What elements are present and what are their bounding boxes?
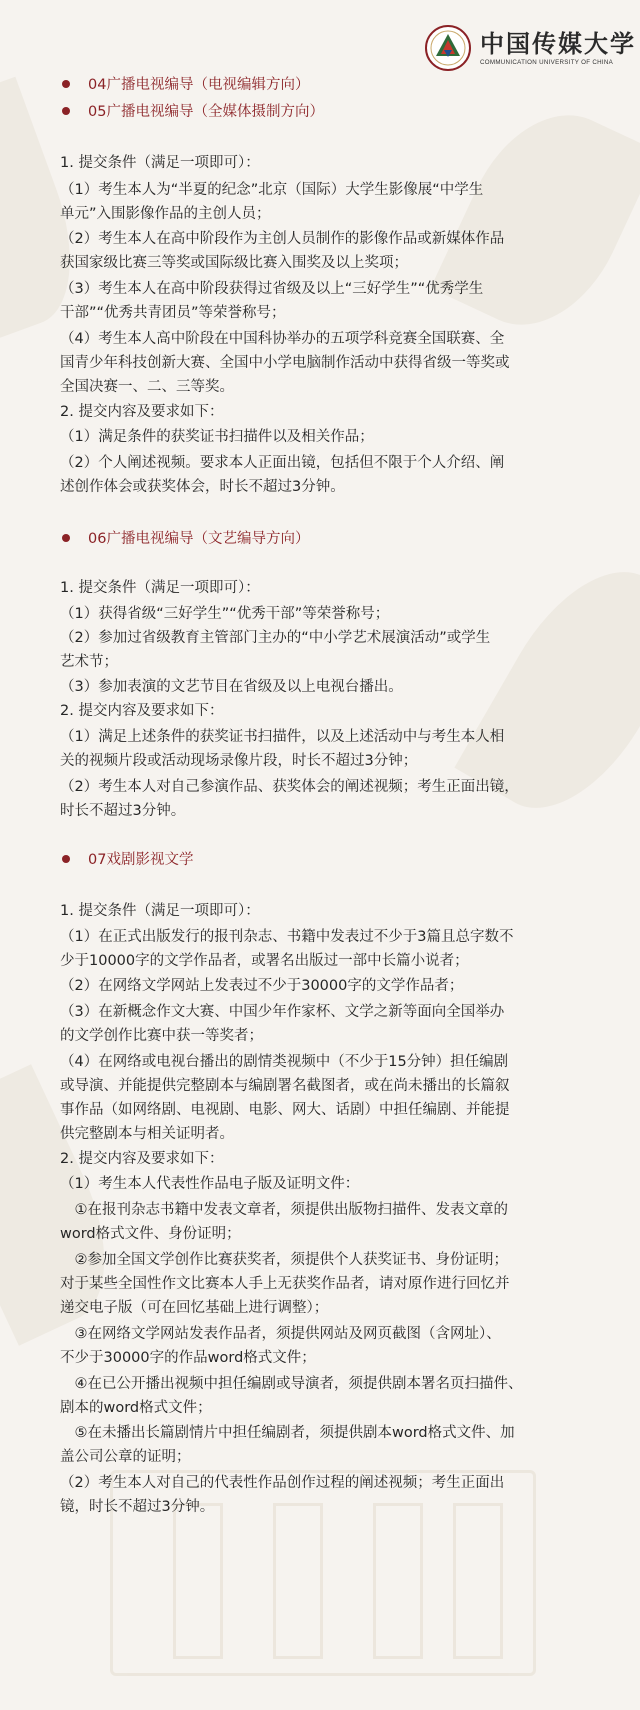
university-name-en: COMMUNICATION UNIVERSITY OF CHINA [480, 59, 614, 66]
text-line: （2）考生本人在高中阶段作为主创人员制作的影像作品或新媒体作品 [60, 231, 505, 247]
text-line: 的文学创作比赛中获一等奖者； [60, 1028, 263, 1044]
text-line: 获国家级比赛三等奖或国际级比赛入围奖及以上奖项； [60, 255, 408, 271]
bullet-dot [62, 107, 70, 115]
section-title: 04广播电视编导（电视编辑方向） [88, 77, 310, 93]
text-line: （1）获得省级“三好学生”“优秀干部”等荣誉称号； [60, 606, 390, 622]
text-line: ⑤在未播出长篇剧情片中担任编剧者，须提供剧本word格式文件、加 [60, 1425, 515, 1441]
text-line: 1. 提交条件（满足一项即可）： [60, 155, 260, 171]
text-line: ①在报刊杂志书籍中发表文章者，须提供出版物扫描件、发表文章的 [60, 1202, 508, 1218]
text-line: ③在网络文学网站发表作品者，须提供网站及网页截图（含网址）、 [60, 1326, 501, 1342]
bullet-dot [62, 80, 70, 88]
text-line: （2）考生本人对自己参演作品、获奖体会的阐述视频；考生正面出镜， [60, 779, 519, 795]
text-line: （2）个人阐述视频。要求本人正面出镜，包括但不限于个人介绍、阐 [60, 455, 505, 471]
text-line: （1）满足上述条件的获奖证书扫描件，以及上述活动中与考生本人相 [60, 729, 505, 745]
text-line: 供完整剧本与相关证明者。 [60, 1126, 234, 1142]
section-title: 05广播电视编导（全媒体摄制方向） [88, 104, 324, 120]
text-line: （1）考生本人代表性作品电子版及证明文件： [60, 1176, 360, 1192]
section-heading-04 [62, 73, 309, 94]
text-line: 艺术节； [60, 654, 118, 670]
text-line: ④在已公开播出视频中担任编剧或导演者，须提供剧本署名页扫描件、 [60, 1376, 523, 1392]
bullet-dot [62, 855, 70, 863]
text-line: 时长不超过3分钟。 [60, 803, 186, 819]
university-logo [424, 24, 636, 72]
text-line: （4）在网络或电视台播出的剧情类视频中（不少于15分钟）担任编剧 [60, 1054, 509, 1070]
text-line: 单元”入围影像作品的主创人员； [60, 206, 271, 222]
text-line: word格式文件、身份证明； [60, 1226, 241, 1242]
text-line: 不少于30000字的作品word格式文件； [60, 1350, 316, 1366]
text-line: 2. 提交内容及要求如下： [60, 404, 224, 420]
text-line: 干部”“优秀共青团员”等荣誉称号； [60, 305, 286, 321]
text-line: 事作品（如网络剧、电视剧、电影、网大、话剧）中担任编剧、并能提 [60, 1102, 510, 1118]
text-line: （1）在正式出版发行的报刊杂志、书籍中发表过不少于3篇且总字数不 [60, 929, 514, 945]
text-line: （2）考生本人对自己的代表性作品创作过程的阐述视频；考生正面出 [60, 1475, 505, 1491]
university-name-cn: 中国传媒大学 [480, 29, 636, 58]
university-emblem-icon [424, 24, 472, 72]
section-title: 07戏剧影视文学 [88, 852, 194, 868]
text-line: 镜，时长不超过3分钟。 [60, 1499, 215, 1515]
text-line: （3）考生本人在高中阶段获得过省级及以上“三好学生”“优秀学生 [60, 281, 484, 297]
text-line: 关的视频片段或活动现场录像片段，时长不超过3分钟； [60, 753, 418, 769]
text-line: 盖公司公章的证明； [60, 1449, 191, 1465]
section-heading-07 [62, 848, 193, 869]
text-line: （1）满足条件的获奖证书扫描件以及相关作品； [60, 429, 374, 445]
text-line: 1. 提交条件（满足一项即可）： [60, 903, 260, 919]
text-line: （2）参加过省级教育主管部门主办的“中小学艺术展演活动”或学生 [60, 630, 491, 646]
section-heading-06 [62, 527, 309, 548]
section-title: 06广播电视编导（文艺编导方向） [88, 531, 310, 547]
text-line: 少于10000字的文学作品者，或署名出版过一部中长篇小说者； [60, 953, 469, 969]
text-line: （3）在新概念作文大赛、中国少年作家杯、文学之新等面向全国举办 [60, 1004, 505, 1020]
text-line: 剧本的word格式文件； [60, 1400, 212, 1416]
bullet-dot [62, 534, 70, 542]
text-line: 对于某些全国性作文比赛本人手上无获奖作品者，请对原作进行回忆并 [60, 1276, 510, 1292]
text-line: 1. 提交条件（满足一项即可）： [60, 580, 260, 596]
text-line: （1）考生本人为“半夏的纪念”北京（国际）大学生影像展“中学生 [60, 182, 484, 198]
text-line: （4）考生本人高中阶段在中国科协举办的五项学科竞赛全国联赛、全 [60, 331, 505, 347]
text-line: 国青少年科技创新大赛、全国中小学电脑制作活动中获得省级一等奖或 [60, 355, 510, 371]
text-line: 递交电子版（可在回忆基础上进行调整）； [60, 1300, 329, 1316]
text-line: ②参加全国文学创作比赛获奖者，须提供个人获奖证书、身份证明； [60, 1252, 508, 1268]
section-heading-05 [62, 100, 324, 121]
text-line: （2）在网络文学网站上发表过不少于30000字的文学作品者； [60, 978, 464, 994]
text-line: （3）参加表演的文艺节目在省级及以上电视台播出。 [60, 679, 403, 695]
text-line: 2. 提交内容及要求如下： [60, 1151, 224, 1167]
text-line: 2. 提交内容及要求如下： [60, 703, 224, 719]
text-line: 全国决赛一、二、三等奖。 [60, 379, 234, 395]
text-line: 或导演、并能提供完整剧本与编剧署名截图者，或在尚未播出的长篇叙 [60, 1078, 510, 1094]
text-line: 述创作体会或获奖体会，时长不超过3分钟。 [60, 479, 345, 495]
